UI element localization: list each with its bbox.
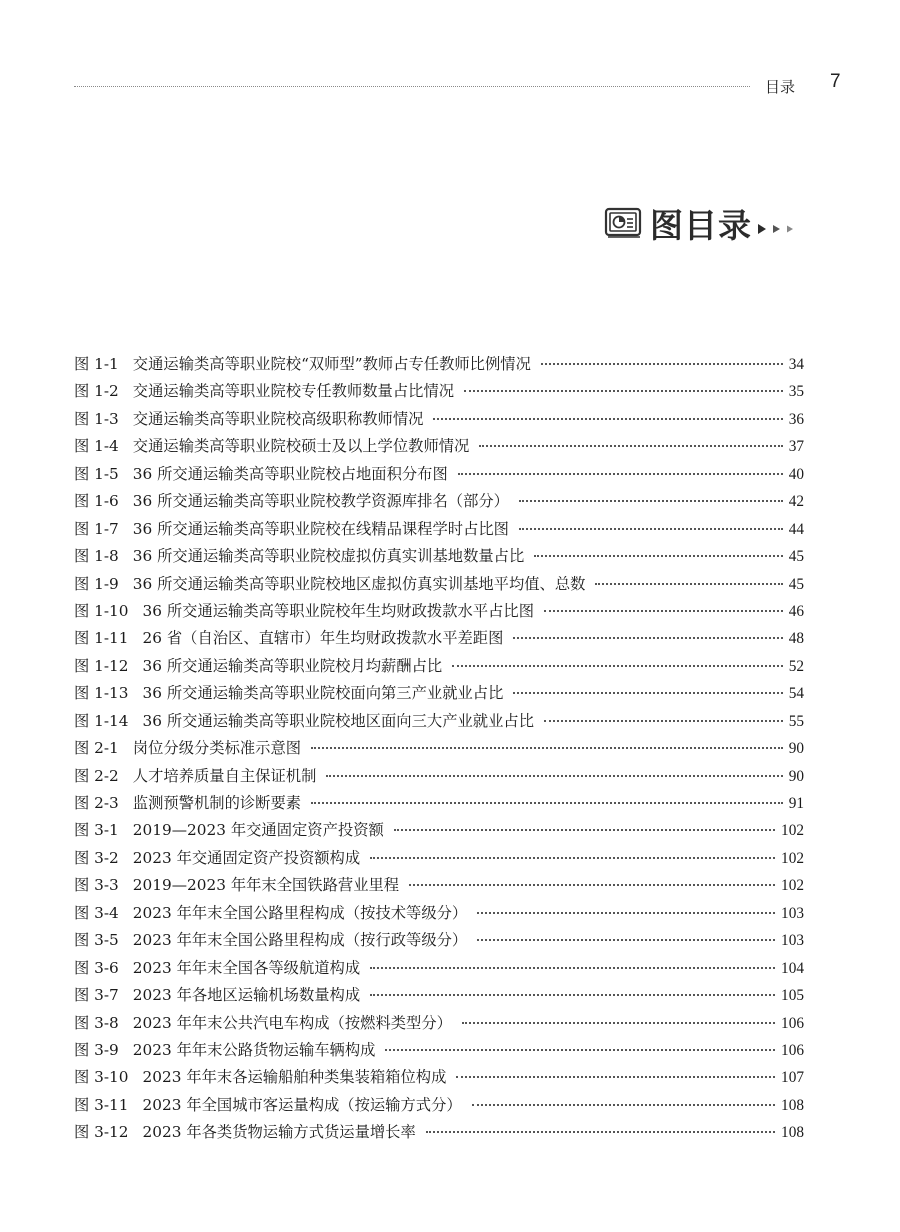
toc-leader-dots	[544, 610, 783, 612]
figure-toc-list	[74, 352, 804, 1148]
toc-entry-label: 图 1-2	[74, 382, 119, 401]
toc-entry-page: 90	[788, 740, 804, 758]
toc-entry-label: 图 1-3	[74, 409, 119, 428]
toc-leader-dots	[409, 884, 775, 886]
toc-entry-page: 91	[788, 795, 804, 812]
toc-entry-label: 图 3-11	[74, 1095, 129, 1114]
toc-entry-title: 36 所交通运输类高等职业院校月均薪酬占比	[142, 656, 443, 675]
toc-entry-page: 102	[781, 877, 804, 895]
toc-entry-page: 55	[788, 712, 804, 730]
toc-entry-title: 2023 年全国城市客运量构成（按运输方式分）	[142, 1095, 462, 1114]
toc-entry[interactable]	[74, 352, 804, 379]
running-header-title: 目录	[765, 78, 796, 96]
toc-leader-dots	[370, 967, 775, 969]
toc-entry[interactable]	[74, 517, 804, 544]
toc-entry[interactable]	[74, 818, 804, 845]
toc-leader-dots	[464, 390, 783, 392]
toc-entry-page: 105	[781, 987, 804, 1005]
toc-entry-label: 图 2-3	[74, 794, 119, 812]
toc-entry[interactable]	[74, 544, 804, 571]
toc-entry[interactable]	[74, 956, 804, 983]
toc-entry[interactable]	[74, 983, 804, 1010]
toc-entry-title: 36 所交通运输类高等职业院校地区虚拟仿真实训基地平均值、总数	[132, 574, 586, 593]
toc-entry-title: 36 所交通运输类高等职业院校面向第三产业就业占比	[142, 684, 504, 703]
toc-entry-page: 108	[781, 1124, 804, 1142]
toc-entry-page: 44	[788, 520, 804, 538]
toc-entry[interactable]	[74, 846, 804, 873]
toc-entry[interactable]	[74, 1011, 804, 1038]
toc-leader-dots	[370, 994, 775, 996]
toc-entry-label: 图 3-1	[74, 821, 119, 840]
toc-entry-page: 106	[781, 1041, 804, 1059]
toc-entry[interactable]	[74, 928, 804, 955]
toc-entry-label: 图 1-8	[74, 547, 119, 566]
toc-entry-title: 2023 年各地区运输机场数量构成	[132, 986, 361, 1005]
toc-entry-title: 2023 年年末全国公路里程构成（按行政等级分）	[132, 931, 468, 950]
toc-entry-page: 54	[788, 685, 804, 703]
toc-leader-dots	[477, 912, 775, 914]
toc-entry-title: 36 所交通运输类高等职业院校占地面积分布图	[132, 464, 448, 483]
figure-list-icon	[604, 203, 644, 243]
toc-entry-title: 36 所交通运输类高等职业院校地区面向三大产业就业占比	[142, 711, 534, 730]
toc-entry-label: 图 1-13	[74, 684, 129, 703]
toc-entry[interactable]	[74, 489, 804, 516]
toc-leader-dots	[462, 1022, 775, 1024]
toc-entry[interactable]	[74, 599, 804, 626]
header-rule	[74, 86, 750, 87]
toc-entry[interactable]	[74, 379, 804, 406]
toc-entry-page: 106	[781, 1014, 804, 1032]
toc-entry-page: 102	[781, 849, 804, 867]
toc-entry[interactable]	[74, 681, 804, 708]
toc-entry-title: 36 所交通运输类高等职业院校教学资源库排名（部分）	[132, 492, 509, 511]
toc-entry[interactable]	[74, 1065, 804, 1092]
section-title: 图目录	[650, 205, 752, 245]
toc-entry-label: 图 3-7	[74, 986, 119, 1005]
toc-entry-title: 交通运输类高等职业院校专任教师数量占比情况	[132, 382, 455, 401]
toc-leader-dots	[456, 1076, 775, 1078]
toc-leader-dots	[544, 720, 783, 722]
toc-leader-dots	[595, 583, 782, 585]
toc-entry-page: 107	[781, 1069, 804, 1087]
toc-entry-label: 图 3-10	[74, 1068, 129, 1087]
toc-entry-label: 图 1-4	[74, 437, 119, 456]
toc-entry-page: 46	[788, 602, 804, 620]
toc-entry-page: 35	[788, 383, 804, 401]
toc-entry-label: 图 1-6	[74, 492, 119, 511]
toc-entry-label: 图 2-2	[74, 766, 119, 785]
toc-entry-page: 103	[781, 932, 804, 950]
toc-entry[interactable]	[74, 407, 804, 434]
toc-entry-label: 图 1-10	[74, 601, 129, 620]
toc-entry-title: 2019—2023 年年末全国铁路营业里程	[132, 876, 400, 895]
toc-entry-title: 人才培养质量自主保证机制	[132, 766, 317, 785]
toc-entry-page: 104	[781, 959, 804, 977]
toc-entry[interactable]	[74, 462, 804, 489]
toc-entry[interactable]	[74, 626, 804, 653]
toc-entry-page: 48	[788, 630, 804, 648]
toc-entry-title: 26 省（自治区、直辖市）年生均财政拨款水平差距图	[142, 629, 504, 648]
arrows-icon	[756, 222, 802, 236]
toc-entry-label: 图 1-12	[74, 656, 129, 675]
toc-entry[interactable]	[74, 791, 804, 818]
toc-entry-title: 36 所交通运输类高等职业院校虚拟仿真实训基地数量占比	[132, 547, 525, 566]
toc-entry-title: 2023 年年末各运输船舶种类集装箱箱位构成	[142, 1068, 447, 1087]
toc-leader-dots	[433, 418, 782, 420]
toc-entry-label: 图 3-2	[74, 848, 119, 867]
toc-entry-page: 37	[788, 438, 804, 456]
toc-leader-dots	[452, 665, 782, 667]
toc-entry-label: 图 3-8	[74, 1013, 119, 1032]
toc-entry[interactable]	[74, 764, 804, 791]
toc-leader-dots	[458, 473, 783, 475]
toc-entry-title: 监测预警机制的诊断要素	[132, 794, 302, 812]
toc-entry-label: 图 3-4	[74, 903, 119, 922]
toc-leader-dots	[519, 500, 783, 502]
toc-entry[interactable]	[74, 1120, 804, 1147]
toc-entry[interactable]	[74, 572, 804, 599]
toc-entry-label: 图 1-11	[74, 629, 129, 648]
toc-entry-page: 42	[788, 493, 804, 511]
toc-leader-dots	[477, 939, 775, 941]
toc-entry-page: 108	[781, 1096, 804, 1114]
toc-leader-dots	[426, 1131, 775, 1133]
toc-leader-dots	[311, 747, 783, 749]
toc-entry-title: 交通运输类高等职业院校硕士及以上学位教师情况	[132, 437, 470, 456]
toc-entry-label: 图 3-3	[74, 876, 119, 895]
toc-leader-dots	[311, 802, 783, 804]
toc-entry-title: 岗位分级分类标准示意图	[132, 739, 302, 758]
toc-entry-label: 图 1-7	[74, 519, 119, 538]
toc-entry-page: 103	[781, 904, 804, 922]
toc-entry-label: 图 3-9	[74, 1040, 119, 1059]
toc-entry-title: 2023 年各类货物运输方式货运量增长率	[142, 1123, 416, 1142]
toc-leader-dots	[394, 829, 775, 831]
toc-leader-dots	[472, 1104, 775, 1106]
toc-entry-page: 52	[788, 657, 804, 675]
toc-entry[interactable]	[74, 901, 804, 928]
toc-entry[interactable]	[74, 709, 804, 736]
toc-leader-dots	[519, 528, 783, 530]
toc-leader-dots	[541, 363, 783, 365]
toc-entry-page: 45	[788, 575, 804, 593]
toc-entry[interactable]	[74, 434, 804, 461]
toc-entry-title: 交通运输类高等职业院校“双师型”教师占专任教师比例情况	[132, 355, 531, 373]
section-heading	[604, 203, 802, 243]
toc-leader-dots	[513, 692, 782, 694]
toc-entry-title: 36 所交通运输类高等职业院校年生均财政拨款水平占比图	[142, 601, 534, 620]
toc-entry-title: 2019—2023 年交通固定资产投资额	[132, 821, 384, 840]
toc-entry-page: 34	[788, 356, 804, 373]
toc-entry-page: 45	[788, 548, 804, 566]
toc-entry[interactable]	[74, 736, 804, 763]
toc-leader-dots	[534, 555, 782, 557]
page-number: 7	[830, 71, 841, 92]
toc-entry-page: 90	[788, 767, 804, 785]
toc-leader-dots	[513, 637, 782, 639]
toc-entry-label: 图 3-5	[74, 931, 119, 950]
toc-entry-label: 图 3-12	[74, 1123, 129, 1142]
toc-entry-page: 36	[788, 410, 804, 428]
toc-entry-title: 2023 年年末全国公路里程构成（按技术等级分）	[132, 903, 468, 922]
toc-entry-title: 2023 年年末公路货物运输车辆构成	[132, 1040, 376, 1059]
toc-entry-label: 图 2-1	[74, 739, 119, 758]
toc-leader-dots	[326, 775, 782, 777]
toc-entry-page: 102	[781, 822, 804, 840]
toc-entry-title: 2023 年年末全国各等级航道构成	[132, 958, 361, 977]
toc-leader-dots	[385, 1049, 775, 1051]
toc-entry-label: 图 3-6	[74, 958, 119, 977]
toc-entry-page: 40	[788, 465, 804, 483]
toc-entry-title: 36 所交通运输类高等职业院校在线精品课程学时占比图	[132, 519, 509, 538]
toc-entry-label: 图 1-9	[74, 574, 119, 593]
toc-entry[interactable]	[74, 654, 804, 681]
toc-entry[interactable]	[74, 873, 804, 900]
toc-entry[interactable]	[74, 1093, 804, 1120]
toc-entry[interactable]	[74, 1038, 804, 1065]
toc-leader-dots	[370, 857, 775, 859]
toc-leader-dots	[479, 445, 782, 447]
toc-entry-title: 交通运输类高等职业院校高级职称教师情况	[132, 409, 424, 428]
toc-entry-label: 图 1-1	[74, 355, 119, 373]
toc-entry-label: 图 1-14	[74, 711, 129, 730]
toc-entry-title: 2023 年年末公共汽电车构成（按燃料类型分）	[132, 1013, 452, 1032]
toc-entry-title: 2023 年交通固定资产投资额构成	[132, 848, 361, 867]
toc-entry-label: 图 1-5	[74, 464, 119, 483]
